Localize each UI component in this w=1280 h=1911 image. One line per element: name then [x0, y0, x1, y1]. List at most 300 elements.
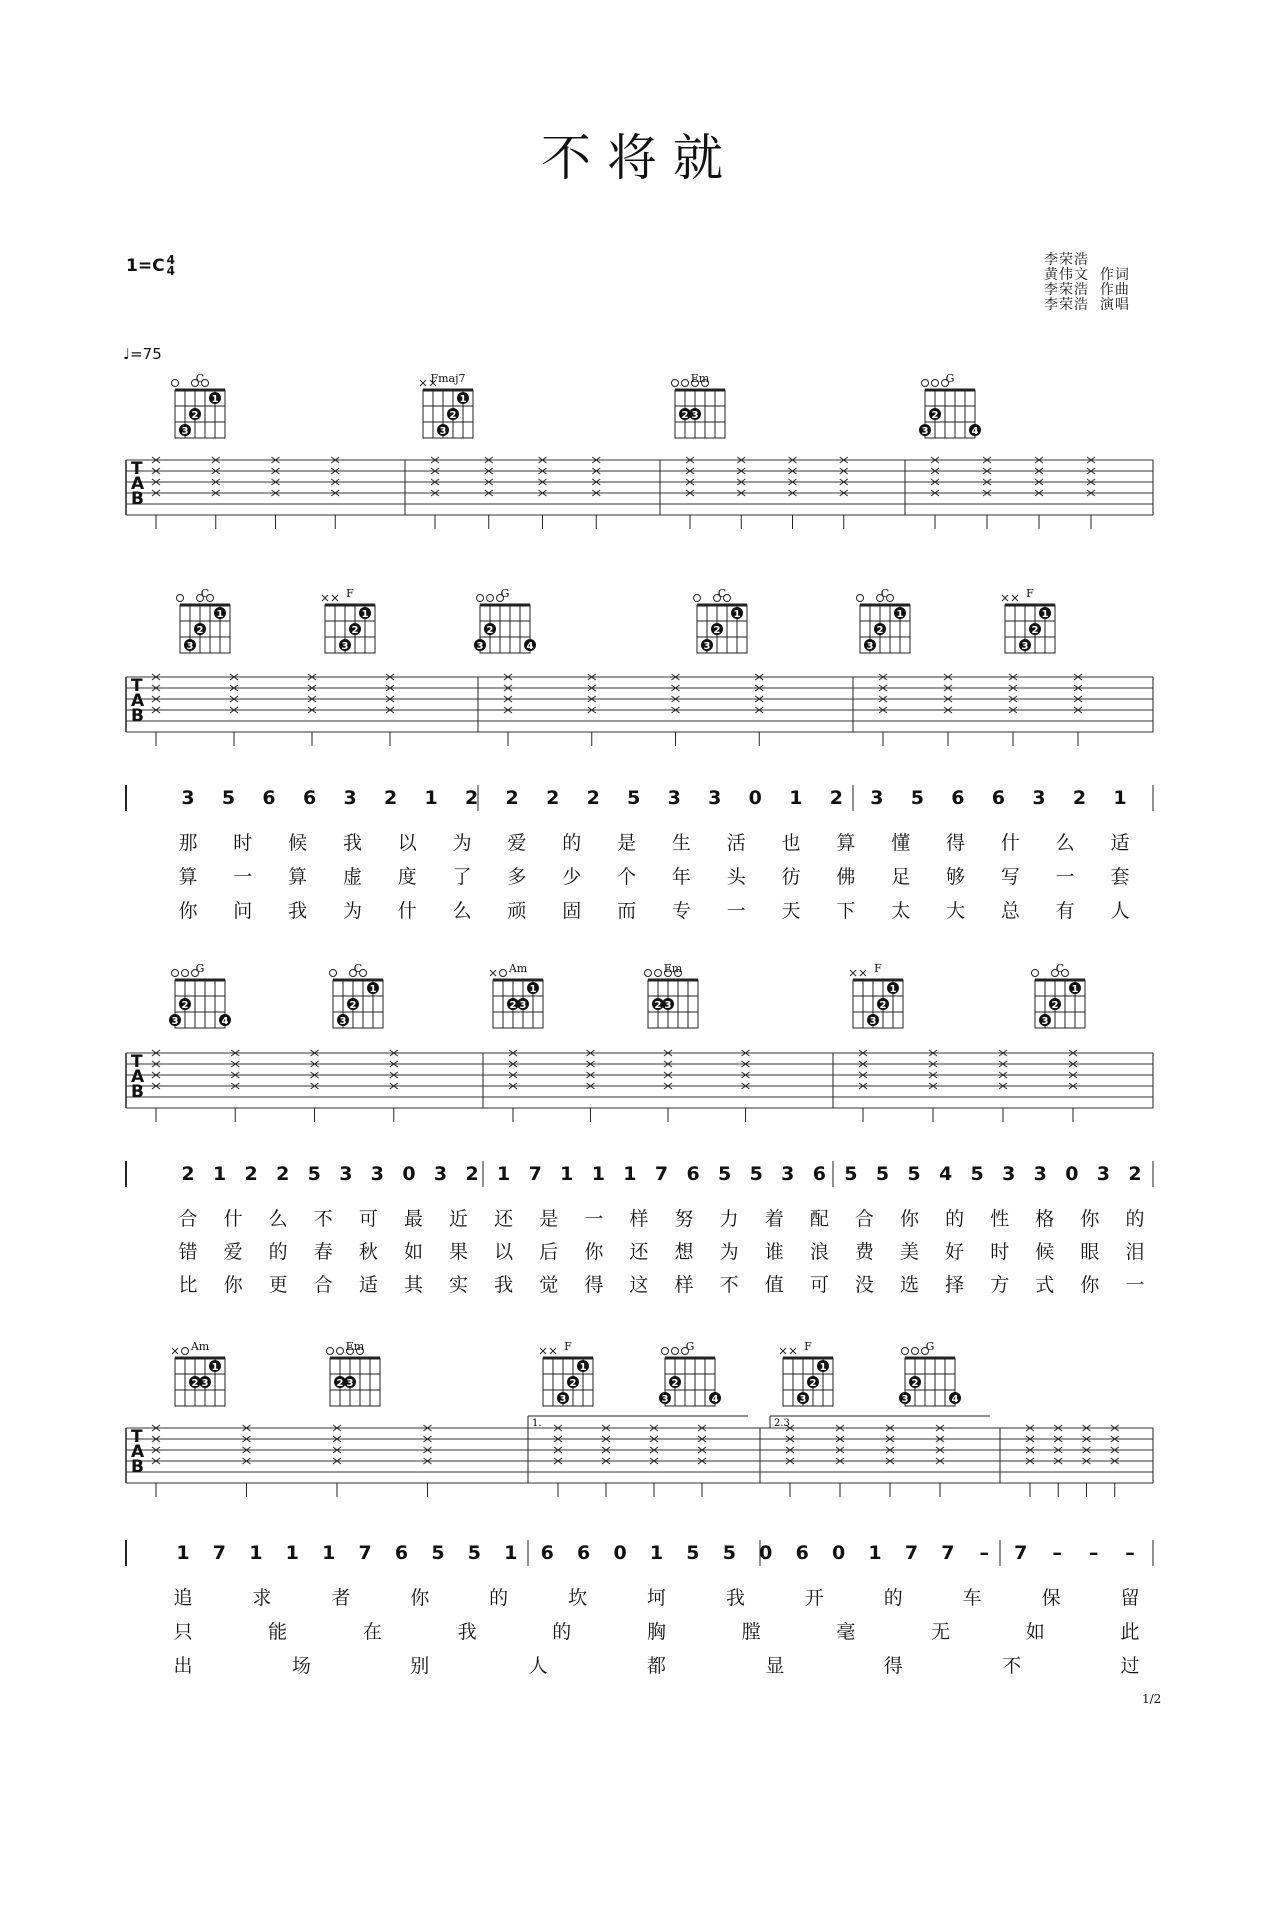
chord-finger-number: 3	[921, 426, 929, 437]
chord-finger-number: 3	[703, 641, 711, 652]
lyric-char: 保	[1041, 1587, 1061, 1609]
jianpu-note: 2	[546, 787, 560, 809]
chord-finger-number: 2	[876, 625, 884, 636]
jianpu-note: 7	[654, 1163, 669, 1185]
lyric-char: 爱	[507, 832, 527, 854]
jianpu-note: 5	[221, 787, 236, 809]
chord-finger-number: 4	[971, 426, 979, 437]
lyric-char: 还	[629, 1241, 649, 1263]
lyric-char: 适	[358, 1274, 378, 1296]
chord-finger-number: 2	[681, 410, 689, 421]
lyric-char: 错	[178, 1241, 198, 1263]
lyric-char: 你	[223, 1274, 243, 1296]
lyric-char: 留	[1120, 1587, 1140, 1609]
chord-name: Am	[508, 962, 528, 975]
lyric-char: 以	[397, 832, 417, 854]
lyric-char: 最	[403, 1208, 423, 1230]
lyric-char: 更	[268, 1274, 288, 1296]
lyric-char: 我	[288, 900, 308, 922]
jianpu-note: –	[979, 1542, 990, 1564]
lyric-char: 么	[452, 900, 472, 922]
chord-name: C	[717, 587, 727, 600]
jianpu-note: 1	[497, 1163, 511, 1185]
lyric-char: 方	[990, 1274, 1010, 1296]
chord-finger-number: 2	[349, 1000, 357, 1011]
chord-name: G	[685, 1340, 695, 1353]
lyric-char: 那	[178, 832, 198, 854]
chord-finger-number: 3	[799, 1394, 807, 1405]
lyric-char: 只	[173, 1621, 193, 1643]
jianpu-note: 0	[831, 1542, 846, 1564]
chord-name: C	[353, 962, 363, 975]
chord-finger-number: 1	[1041, 609, 1049, 620]
jianpu-note: 2	[383, 787, 398, 809]
credit-line: 李荣浩	[1044, 252, 1089, 268]
chord-finger-number: 3	[476, 641, 484, 652]
volta-number: 2.3	[774, 1418, 790, 1429]
chord-finger-number: 1	[529, 984, 537, 995]
lyric-char: 胸	[646, 1621, 667, 1643]
credit-line: 李荣浩 作曲	[1044, 282, 1130, 298]
chord-finger-number: 1	[211, 1362, 219, 1373]
lyric-char: 的	[945, 1208, 965, 1230]
jianpu-note: 7	[528, 1163, 542, 1185]
lyric-char: 求	[252, 1587, 272, 1609]
lyric-char: 你	[1080, 1274, 1100, 1296]
lyric-char: 活	[726, 832, 746, 854]
jianpu-note: 1	[591, 1163, 605, 1185]
lyric-char: 合	[313, 1274, 333, 1296]
lyric-char: 坎	[568, 1587, 588, 1609]
lyric-char: 生	[671, 832, 691, 854]
page-number: 1/2	[1142, 1692, 1162, 1706]
lyric-char: 我	[725, 1587, 745, 1609]
jianpu-note: 1	[623, 1163, 637, 1185]
chord-finger-number: 1	[896, 609, 904, 620]
credit-line: 黄伟文 作词	[1044, 267, 1130, 283]
chord-finger-number: 1	[369, 984, 377, 995]
jianpu-note: 5	[875, 1163, 890, 1185]
jianpu-note: 1	[560, 1163, 574, 1185]
lyric-char: 人	[528, 1655, 548, 1677]
jianpu-note: 0	[613, 1542, 627, 1564]
chord-name: Em	[690, 372, 710, 385]
jianpu-note: 5	[467, 1542, 481, 1564]
jianpu-note: 6	[262, 787, 276, 809]
chord-name: F	[804, 1340, 812, 1353]
lyric-char: 什	[397, 900, 417, 922]
jianpu-note: 0	[402, 1163, 416, 1185]
chord-finger-number: 3	[439, 426, 447, 437]
jianpu-note: 1	[176, 1542, 190, 1564]
lyric-char: 头	[726, 866, 746, 888]
lyric-char: 如	[403, 1241, 423, 1263]
jianpu-note: 1	[322, 1542, 336, 1564]
jianpu-note: 3	[181, 787, 195, 809]
lyric-char: 的	[562, 832, 582, 854]
lyric-char: 无	[931, 1621, 951, 1643]
lyric-char: 努	[674, 1208, 694, 1230]
chord-name: Fmaj7	[430, 372, 466, 385]
chord-finger-number: 1	[579, 1362, 587, 1373]
lyric-char: 一	[1055, 866, 1075, 888]
lyric-char: 好	[945, 1241, 965, 1263]
lyric-char: 时	[990, 1241, 1010, 1263]
jianpu-note: 2	[1072, 787, 1087, 809]
jianpu-note: 7	[904, 1542, 919, 1564]
lyric-char: 没	[854, 1274, 874, 1296]
lyric-char: 能	[268, 1621, 288, 1643]
lyric-char: 候	[288, 832, 308, 854]
jianpu-note: 1	[649, 1542, 664, 1564]
jianpu-note: 2	[1128, 1163, 1142, 1185]
chord-name: F	[1026, 587, 1034, 600]
chord-finger-number: 2	[191, 410, 199, 421]
jianpu-note: 6	[394, 1542, 409, 1564]
lyric-char: 坷	[646, 1587, 667, 1609]
chord-finger-number: 3	[171, 1016, 179, 1027]
chord-finger-number: 2	[911, 1378, 919, 1389]
chord-finger-number: 2	[449, 410, 457, 421]
chord-name: G	[195, 962, 205, 975]
jianpu-note: 5	[627, 787, 641, 809]
jianpu-note: 3	[370, 1163, 385, 1185]
jianpu-note: 1	[424, 787, 438, 809]
lyric-char: 得	[946, 832, 966, 854]
lyric-char: 选	[900, 1274, 920, 1296]
lyric-char: 谁	[764, 1241, 784, 1263]
tab-clef	[131, 459, 145, 509]
lyric-char: 我	[494, 1274, 514, 1296]
lyric-char: 我	[457, 1621, 477, 1643]
jianpu-note: 2	[465, 787, 479, 809]
lyric-char: 一	[233, 866, 253, 888]
chord-finger-number: 2	[671, 1378, 679, 1389]
lyric-char: 美	[900, 1241, 920, 1263]
tab-clef-letter: T	[131, 676, 143, 696]
chord-name: C	[880, 587, 890, 600]
tab-clef-letter: A	[131, 474, 145, 494]
lyric-char: 值	[764, 1274, 784, 1296]
lyric-char: 你	[900, 1208, 920, 1230]
tab-clef-letter: B	[131, 706, 144, 726]
jianpu-note: 3	[339, 1163, 353, 1185]
lyric-char: 力	[719, 1208, 739, 1230]
jianpu-note: –	[1052, 1542, 1062, 1564]
tab-clef-letter: T	[131, 459, 143, 479]
lyric-char: 的	[489, 1587, 509, 1609]
lyric-char: 的	[552, 1621, 572, 1643]
chord-finger-number: 1	[216, 609, 224, 620]
chord-finger-number: 3	[1041, 1016, 1049, 1027]
jianpu-note: 4	[938, 1163, 953, 1185]
lyric-char: 算	[178, 866, 198, 888]
jianpu-note: 7	[941, 1542, 955, 1564]
jianpu-note: 3	[781, 1163, 795, 1185]
lyric-char: 问	[233, 900, 253, 922]
lyric-char: 膛	[741, 1621, 761, 1643]
lyric-char: 后	[539, 1241, 559, 1263]
jianpu-note: 1	[212, 1163, 227, 1185]
jianpu-note: 1	[868, 1542, 882, 1564]
chord-finger-number: 3	[559, 1394, 567, 1405]
chord-finger-number: 2	[809, 1378, 817, 1389]
jianpu-note: 0	[759, 1542, 773, 1564]
lyric-char: 足	[891, 866, 911, 888]
tempo-marking: ♩=75	[123, 345, 162, 363]
lyric-char: 一	[1125, 1274, 1145, 1296]
chord-name: Em	[345, 1340, 365, 1353]
chord-finger-number: 2	[879, 1000, 887, 1011]
lyric-char: 的	[883, 1587, 903, 1609]
lyric-char: 春	[313, 1241, 333, 1263]
lyric-char: 比	[178, 1274, 198, 1296]
jianpu-note: 1	[504, 1542, 518, 1564]
jianpu-note: 0	[748, 787, 762, 809]
chord-name: C	[1055, 962, 1065, 975]
lyric-char: 彷	[781, 866, 801, 888]
lyric-char: 显	[765, 1655, 785, 1677]
jianpu-note: 5	[910, 787, 925, 809]
lyric-char: 人	[1110, 900, 1130, 922]
jianpu-note: 3	[1096, 1163, 1111, 1185]
lyric-char: 总	[1000, 900, 1020, 922]
jianpu-note: 3	[667, 787, 681, 809]
jianpu-note: 2	[181, 1163, 195, 1185]
lyric-char: 候	[1035, 1241, 1055, 1263]
chord-name: Em	[663, 962, 683, 975]
chord-finger-number: 2	[509, 1000, 517, 1011]
lyric-char: 佛	[836, 866, 856, 888]
lyric-char: 果	[449, 1241, 469, 1263]
chord-finger-number: 2	[351, 625, 359, 636]
lyric-char: 爱	[223, 1241, 243, 1263]
lyric-char: 也	[781, 832, 801, 854]
lyric-char: 有	[1055, 900, 1075, 922]
lyric-char: 近	[449, 1208, 469, 1230]
jianpu-note: 5	[970, 1163, 984, 1185]
chord-finger-number: 1	[211, 394, 219, 405]
jianpu-note: 2	[505, 787, 519, 809]
chord-finger-number: 4	[526, 641, 534, 652]
jianpu-note: 0	[1065, 1163, 1079, 1185]
lyric-char: 样	[674, 1274, 694, 1296]
lyric-char: 而	[617, 900, 637, 922]
tab-clef-letter: A	[131, 691, 145, 711]
chord-finger-number: 2	[336, 1378, 344, 1389]
jianpu-note: 1	[789, 787, 803, 809]
jianpu-note: 1	[1113, 787, 1127, 809]
lyric-char: 为	[452, 832, 472, 854]
lyric-char: 其	[403, 1274, 423, 1296]
jianpu-note: 3	[708, 787, 722, 809]
lyric-char: 想	[674, 1241, 694, 1263]
jianpu-note: 2	[276, 1163, 290, 1185]
lyric-char: 的	[1125, 1208, 1145, 1230]
lyric-char: 为	[719, 1241, 739, 1263]
lyric-char: 不	[1002, 1655, 1022, 1677]
chord-finger-number: 1	[889, 984, 897, 995]
chord-finger-number: 3	[346, 1378, 354, 1389]
jianpu-note: –	[1088, 1542, 1099, 1564]
chord-finger-number: 3	[341, 641, 349, 652]
tab-clef-letter: T	[131, 1427, 143, 1447]
jianpu-note: 3	[1033, 1163, 1047, 1185]
song-title: 不将就	[541, 129, 739, 187]
lyric-char: 少	[562, 866, 582, 888]
jianpu-note: 5	[749, 1163, 763, 1185]
lyric-char: 你	[1080, 1208, 1100, 1230]
jianpu-note: 6	[812, 1163, 826, 1185]
lyric-char: 天	[781, 900, 801, 922]
lyric-char: 下	[836, 900, 856, 922]
volta-number: 1.	[532, 1418, 542, 1429]
jianpu-note: 5	[718, 1163, 732, 1185]
lyric-char: 都	[646, 1655, 667, 1677]
lyric-char: 在	[362, 1621, 382, 1643]
lyric-char: 什	[1000, 832, 1020, 854]
chord-finger-number: 3	[186, 641, 194, 652]
chord-finger-number: 3	[201, 1378, 209, 1389]
chord-name: F	[346, 587, 354, 600]
lyric-char: 以	[494, 1241, 514, 1263]
jianpu-note: 2	[586, 787, 600, 809]
lyric-char: 专	[671, 900, 691, 922]
jianpu-note: 7	[212, 1542, 227, 1564]
lyric-char: 这	[629, 1274, 649, 1296]
lyric-char: 格	[1035, 1208, 1055, 1230]
chord-finger-number: 1	[733, 609, 741, 620]
lyric-char: 你	[178, 900, 198, 922]
lyric-char: 么	[268, 1208, 288, 1230]
chord-finger-number: 3	[1021, 641, 1029, 652]
lyric-char: 够	[946, 866, 966, 888]
lyric-char: 样	[629, 1208, 649, 1230]
jianpu-note: 5	[907, 1163, 921, 1185]
lyric-char: 配	[809, 1208, 829, 1230]
chord-name: F	[874, 962, 882, 975]
jianpu-note: 3	[1002, 1163, 1016, 1185]
tab-clef-letter: B	[131, 1082, 144, 1102]
lyric-char: 实	[449, 1274, 469, 1296]
chord-name: G	[925, 1340, 935, 1353]
lyric-char: 择	[945, 1274, 965, 1296]
chord-finger-number: 3	[866, 641, 874, 652]
lyric-char: 如	[1025, 1621, 1045, 1643]
lyric-char: 适	[1110, 832, 1130, 854]
lyric-char: 觉	[539, 1274, 559, 1296]
lyric-char: 性	[990, 1208, 1010, 1230]
lyric-char: 为	[342, 900, 362, 922]
lyric-char: 得	[584, 1274, 604, 1296]
chord-name: Am	[190, 1340, 210, 1353]
lyric-char: 固	[562, 900, 582, 922]
chord-finger-number: 1	[1071, 984, 1079, 995]
jianpu-note: 5	[686, 1542, 700, 1564]
jianpu-note: 2	[244, 1163, 258, 1185]
chord-finger-number: 2	[486, 625, 494, 636]
lyric-char: 度	[397, 866, 417, 888]
chord-finger-number: 3	[519, 1000, 527, 1011]
chord-finger-number: 3	[901, 1394, 909, 1405]
lyric-char: 过	[1120, 1655, 1140, 1677]
lyric-char: 算	[836, 832, 856, 854]
jianpu-note: –	[1125, 1542, 1135, 1564]
lyric-char: 大	[946, 900, 966, 922]
jianpu-note: 7	[1014, 1542, 1028, 1564]
jianpu-note: 5	[844, 1163, 858, 1185]
jianpu-note: 6	[951, 787, 965, 809]
lyric-char: 一	[584, 1208, 604, 1230]
lyric-char: 着	[764, 1208, 784, 1230]
chord-finger-number: 2	[191, 1378, 199, 1389]
lyric-char: 场	[291, 1655, 311, 1677]
jianpu-note: 5	[307, 1163, 321, 1185]
jianpu-note: 3	[1032, 787, 1046, 809]
time-signature: 4 4	[166, 253, 175, 278]
chord-finger-number: 3	[661, 1394, 669, 1405]
lyric-char: 不	[313, 1208, 333, 1230]
lyric-char: 出	[173, 1655, 193, 1677]
lyric-char: 个	[617, 866, 637, 888]
lyric-char: 毫	[836, 1621, 856, 1643]
lyric-char: 可	[358, 1208, 378, 1230]
chord-finger-number: 2	[569, 1378, 577, 1389]
chord-finger-number: 2	[713, 625, 721, 636]
lyric-char: 你	[584, 1241, 604, 1263]
jianpu-note: 2	[465, 1163, 479, 1185]
tab-clef	[131, 1052, 145, 1102]
lyric-char: 得	[883, 1655, 903, 1677]
lyric-char: 追	[173, 1587, 193, 1609]
lyric-char: 么	[1055, 832, 1075, 854]
chord-finger-number: 3	[869, 1016, 877, 1027]
lyric-char: 开	[804, 1587, 824, 1609]
lyric-char: 不	[719, 1274, 739, 1296]
lyric-char: 一	[726, 900, 746, 922]
lyric-char: 什	[223, 1208, 243, 1230]
lyric-char: 写	[1000, 866, 1020, 888]
lyric-char: 多	[507, 866, 527, 888]
tab-clef-letter: T	[131, 1052, 143, 1072]
lyric-char: 还	[494, 1208, 514, 1230]
jianpu-note: 7	[358, 1542, 372, 1564]
chord-finger-number: 2	[1051, 1000, 1059, 1011]
lyric-char: 车	[962, 1587, 982, 1609]
lyric-char: 浪	[809, 1241, 829, 1263]
chord-finger-number: 2	[181, 1000, 189, 1011]
jianpu-note: 1	[249, 1542, 263, 1564]
jianpu-note: 3	[433, 1163, 448, 1185]
chord-finger-number: 3	[339, 1016, 347, 1027]
lyric-char: 合	[854, 1208, 874, 1230]
lyric-char: 虚	[342, 866, 362, 888]
jianpu-note: 1	[285, 1542, 299, 1564]
chord-name: C	[195, 372, 205, 385]
lyric-char: 的	[268, 1241, 288, 1263]
lyric-char: 时	[233, 832, 253, 854]
chord-finger-number: 2	[931, 410, 939, 421]
lyric-char: 秋	[358, 1241, 378, 1263]
lyric-char: 懂	[891, 832, 911, 854]
lyric-char: 眼	[1080, 1241, 1100, 1263]
lyric-char: 可	[809, 1274, 829, 1296]
jianpu-note: 3	[870, 787, 884, 809]
lyric-char: 是	[539, 1208, 559, 1230]
lyric-char: 此	[1120, 1621, 1140, 1643]
lyric-char: 算	[288, 866, 308, 888]
chord-finger-number: 4	[711, 1394, 719, 1405]
